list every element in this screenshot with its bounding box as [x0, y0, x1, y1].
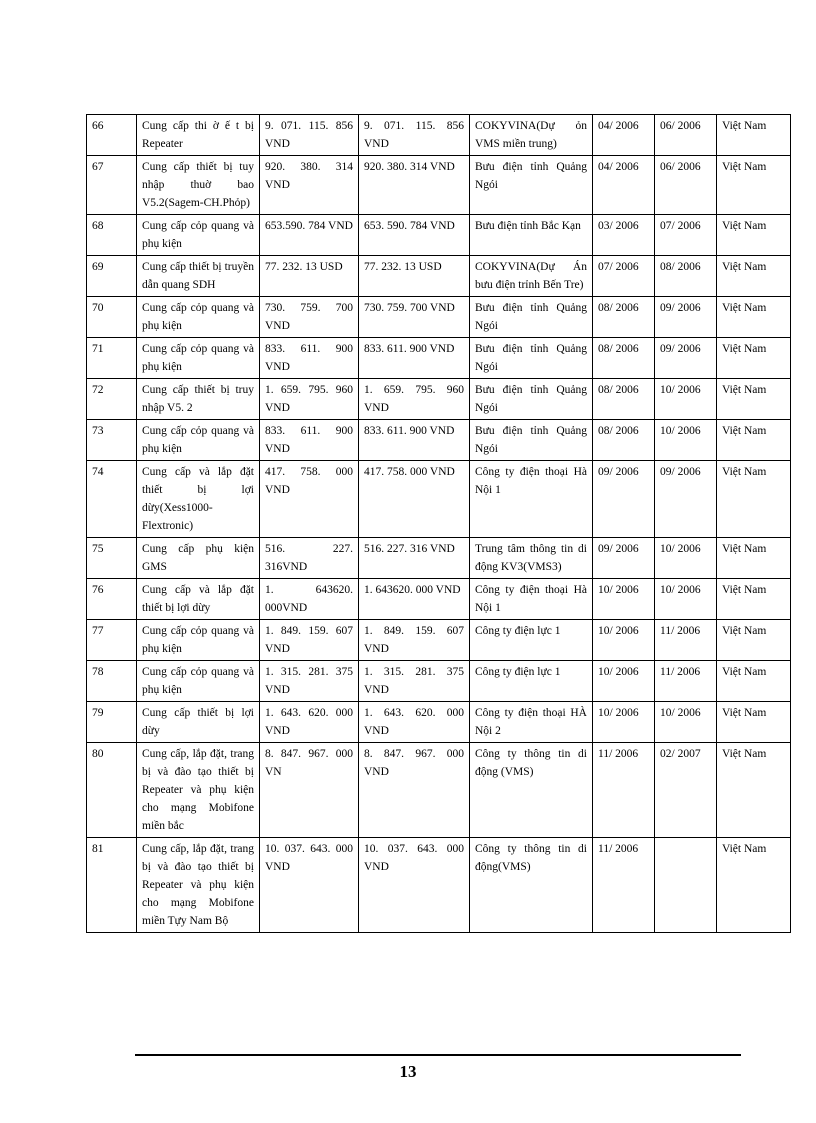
cell-end-date: 10/ 2006	[655, 538, 717, 579]
cell-client: Bưu điện tỉnh Quảng Ngói	[470, 379, 593, 420]
cell-client: Công ty điện thoại Hà Nội 1	[470, 461, 593, 538]
cell-origin: Việt Nam	[717, 156, 791, 215]
cell-contract-value: 77. 232. 13 USD	[260, 256, 359, 297]
cell-start-date: 10/ 2006	[593, 620, 655, 661]
cell-no: 66	[87, 115, 137, 156]
cell-client: Công ty điện thoại Hà Nội 1	[470, 579, 593, 620]
cell-executed-value: 1. 315. 281. 375 VND	[359, 661, 470, 702]
cell-origin: Việt Nam	[717, 379, 791, 420]
table-row	[87, 702, 791, 743]
cell-start-date: 10/ 2006	[593, 579, 655, 620]
cell-end-date: 09/ 2006	[655, 461, 717, 538]
cell-no: 68	[87, 215, 137, 256]
cell-executed-value: 516. 227. 316 VND	[359, 538, 470, 579]
cell-no: 79	[87, 702, 137, 743]
cell-start-date: 08/ 2006	[593, 379, 655, 420]
cell-start-date: 04/ 2006	[593, 115, 655, 156]
cell-executed-value: 10. 037. 643. 000 VND	[359, 838, 470, 933]
cell-item: Cung cấp cỏp quang và phụ kiện	[137, 215, 260, 256]
cell-item: Cung cấp, lắp đặt, trang bị và đào tạo thiết bị Repeater và phụ kiện cho mạng Mobifone miền bắc	[137, 743, 260, 838]
table-row	[87, 838, 791, 933]
cell-no: 71	[87, 338, 137, 379]
cell-client: Công ty điện lực 1	[470, 620, 593, 661]
cell-item: Cung cấp cỏp quang và phụ kiện	[137, 338, 260, 379]
cell-no: 76	[87, 579, 137, 620]
cell-contract-value: 920. 380. 314 VND	[260, 156, 359, 215]
cell-item: Cung cấp cỏp quang và phụ kiện	[137, 620, 260, 661]
cell-end-date: 02/ 2007	[655, 743, 717, 838]
cell-executed-value: 9. 071. 115. 856 VND	[359, 115, 470, 156]
table-row	[87, 461, 791, 538]
cell-start-date: 07/ 2006	[593, 256, 655, 297]
cell-client: Công ty điện thoại HÀ Nội 2	[470, 702, 593, 743]
cell-end-date: 11/ 2006	[655, 661, 717, 702]
cell-executed-value: 1. 643620. 000 VND	[359, 579, 470, 620]
table-row	[87, 156, 791, 215]
cell-executed-value: 833. 611. 900 VND	[359, 420, 470, 461]
cell-contract-value: 10. 037. 643. 000 VND	[260, 838, 359, 933]
cell-origin: Việt Nam	[717, 256, 791, 297]
cell-executed-value: 417. 758. 000 VND	[359, 461, 470, 538]
cell-executed-value: 833. 611. 900 VND	[359, 338, 470, 379]
table-row	[87, 661, 791, 702]
cell-contract-value: 1. 659. 795. 960 VND	[260, 379, 359, 420]
cell-contract-value: 516. 227. 316VND	[260, 538, 359, 579]
cell-origin: Việt Nam	[717, 461, 791, 538]
cell-start-date: 11/ 2006	[593, 838, 655, 933]
cell-end-date: 09/ 2006	[655, 297, 717, 338]
cell-item: Cung cấp cỏp quang và phụ kiện	[137, 297, 260, 338]
cell-item: Cung cấp và lắp đặt thiết bị lợi dừy(Xess1000-Flextronic)	[137, 461, 260, 538]
cell-no: 75	[87, 538, 137, 579]
cell-start-date: 08/ 2006	[593, 338, 655, 379]
cell-client: COKYVINA(Dự Án bưu điện trỉnh Bến Tre)	[470, 256, 593, 297]
cell-no: 81	[87, 838, 137, 933]
cell-origin: Việt Nam	[717, 115, 791, 156]
cell-end-date: 10/ 2006	[655, 579, 717, 620]
cell-client: Công ty thông tin di động(VMS)	[470, 838, 593, 933]
cell-origin: Việt Nam	[717, 620, 791, 661]
cell-end-date: 11/ 2006	[655, 620, 717, 661]
cell-contract-value: 833. 611. 900 VND	[260, 420, 359, 461]
cell-client: Bưu điện tỉnh Quảng Ngói	[470, 338, 593, 379]
cell-origin: Việt Nam	[717, 702, 791, 743]
cell-end-date: 10/ 2006	[655, 420, 717, 461]
cell-start-date: 08/ 2006	[593, 420, 655, 461]
cell-item: Cung cấp cỏp quang và phụ kiện	[137, 661, 260, 702]
page-number: 13	[399, 1062, 417, 1081]
cell-contract-value: 1. 849. 159. 607 VND	[260, 620, 359, 661]
cell-item: Cung cấp thiết bị tuy nhập thuờ bao V5.2(Sagem-CH.Phỏp)	[137, 156, 260, 215]
cell-contract-value: 8. 847. 967. 000 VN	[260, 743, 359, 838]
table-row	[87, 379, 791, 420]
cell-end-date: 06/ 2006	[655, 115, 717, 156]
cell-no: 80	[87, 743, 137, 838]
cell-client: Bưu điện tỉnh Quảng Ngói	[470, 297, 593, 338]
cell-start-date: 09/ 2006	[593, 461, 655, 538]
cell-start-date: 04/ 2006	[593, 156, 655, 215]
cell-start-date: 10/ 2006	[593, 702, 655, 743]
cell-item: Cung cấp thiết bị truyền dẫn quang SDH	[137, 256, 260, 297]
cell-origin: Việt Nam	[717, 297, 791, 338]
cell-no: 73	[87, 420, 137, 461]
cell-item: Cung cấp cỏp quang và phụ kiện	[137, 420, 260, 461]
cell-executed-value: 653. 590. 784 VND	[359, 215, 470, 256]
cell-contract-value: 833. 611. 900 VND	[260, 338, 359, 379]
table-row	[87, 420, 791, 461]
table-row	[87, 743, 791, 838]
cell-contract-value: 1. 315. 281. 375 VND	[260, 661, 359, 702]
cell-origin: Việt Nam	[717, 661, 791, 702]
table-row	[87, 215, 791, 256]
cell-no: 69	[87, 256, 137, 297]
cell-no: 77	[87, 620, 137, 661]
cell-executed-value: 730. 759. 700 VND	[359, 297, 470, 338]
cell-no: 70	[87, 297, 137, 338]
table-row	[87, 579, 791, 620]
cell-origin: Việt Nam	[717, 743, 791, 838]
cell-end-date: 08/ 2006	[655, 256, 717, 297]
cell-no: 67	[87, 156, 137, 215]
footer-rule	[135, 1054, 741, 1056]
cell-executed-value: 1. 849. 159. 607 VND	[359, 620, 470, 661]
table-row	[87, 297, 791, 338]
cell-executed-value: 77. 232. 13 USD	[359, 256, 470, 297]
cell-item: Cung cấp và lắp đặt thiết bị lợi dừy	[137, 579, 260, 620]
cell-origin: Việt Nam	[717, 579, 791, 620]
cell-origin: Việt Nam	[717, 215, 791, 256]
table-row	[87, 256, 791, 297]
cell-client: Bưu điện tỉnh Quảng Ngói	[470, 420, 593, 461]
cell-end-date: 10/ 2006	[655, 702, 717, 743]
cell-start-date: 08/ 2006	[593, 297, 655, 338]
cell-contract-value: 417. 758. 000 VND	[260, 461, 359, 538]
contracts-table	[86, 114, 791, 933]
cell-contract-value: 1. 643. 620. 000 VND	[260, 702, 359, 743]
cell-end-date	[655, 838, 717, 933]
cell-origin: Việt Nam	[717, 838, 791, 933]
cell-executed-value: 920. 380. 314 VND	[359, 156, 470, 215]
table-row	[87, 538, 791, 579]
cell-executed-value: 1. 659. 795. 960 VND	[359, 379, 470, 420]
cell-origin: Việt Nam	[717, 420, 791, 461]
table-row	[87, 620, 791, 661]
cell-contract-value: 653.590. 784 VND	[260, 215, 359, 256]
cell-origin: Việt Nam	[717, 538, 791, 579]
cell-item: Cung cấp thiết bị truy nhập V5. 2	[137, 379, 260, 420]
cell-executed-value: 8. 847. 967. 000 VND	[359, 743, 470, 838]
cell-contract-value: 1. 643620. 000VND	[260, 579, 359, 620]
cell-item: Cung cấp thi ờ ế t bị Repeater	[137, 115, 260, 156]
cell-contract-value: 730. 759. 700 VND	[260, 297, 359, 338]
cell-client: Trung tâm thông tin di động KV3(VMS3)	[470, 538, 593, 579]
cell-item: Cung cấp thiết bị lợi dừy	[137, 702, 260, 743]
cell-end-date: 10/ 2006	[655, 379, 717, 420]
cell-start-date: 11/ 2006	[593, 743, 655, 838]
cell-end-date: 09/ 2006	[655, 338, 717, 379]
cell-client: Công ty điện lực 1	[470, 661, 593, 702]
cell-client: Công ty thông tin di động (VMS)	[470, 743, 593, 838]
table-row	[87, 338, 791, 379]
cell-client: COKYVINA(Dự ỏn VMS miền trung)	[470, 115, 593, 156]
cell-item: Cung cấp, lắp đặt, trang bị và đào tạo thiết bị Repeater và phụ kiện cho mạng Mobifone miền Tựy Nam Bộ	[137, 838, 260, 933]
cell-executed-value: 1. 643. 620. 000 VND	[359, 702, 470, 743]
cell-origin: Việt Nam	[717, 338, 791, 379]
cell-no: 78	[87, 661, 137, 702]
cell-contract-value: 9. 071. 115. 856 VND	[260, 115, 359, 156]
cell-client: Bưu điện tỉnh Bắc Kạn	[470, 215, 593, 256]
table-row	[87, 115, 791, 156]
cell-start-date: 09/ 2006	[593, 538, 655, 579]
cell-start-date: 10/ 2006	[593, 661, 655, 702]
cell-no: 72	[87, 379, 137, 420]
cell-end-date: 07/ 2006	[655, 215, 717, 256]
cell-end-date: 06/ 2006	[655, 156, 717, 215]
cell-item: Cung cấp phụ kiện GMS	[137, 538, 260, 579]
cell-start-date: 03/ 2006	[593, 215, 655, 256]
cell-no: 74	[87, 461, 137, 538]
cell-client: Bưu điện tỉnh Quảng Ngói	[470, 156, 593, 215]
